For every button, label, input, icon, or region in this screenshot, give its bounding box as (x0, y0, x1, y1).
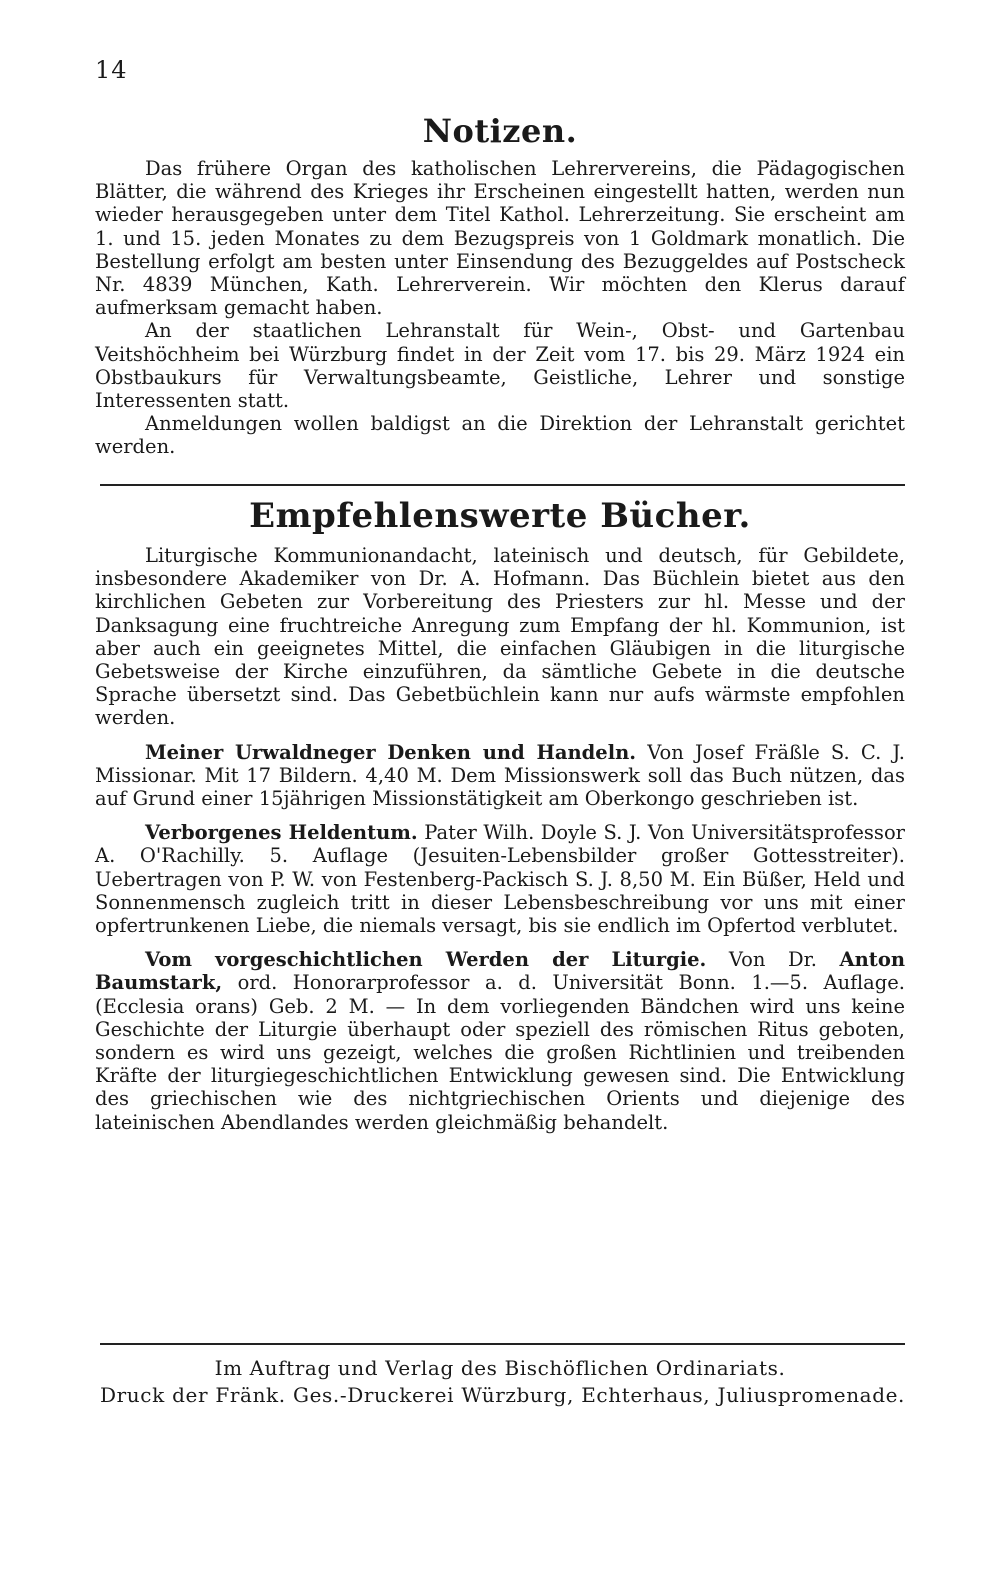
notizen-heading: Notizen. (422, 112, 578, 150)
buecher-intro-paragraph: Liturgische Kommunionandacht, lateinisch und deutsch, für Gebildete, insbesondere Akademiker von Dr. A. Hofmann. Das Büchlein bietet aus den kirchlichen Gebeten zur Vorbereitung des Priesters zur hl. Messe und der Danksagung eine fruchtreiche Anregung zum Empfang der hl. Kommunion, ist aber auch ein geeignetes Mittel, die einfachen Gläubigen in die liturgische Gebetsweise der Kirche einzuführen, da sämtliche Gebete in die deutsche Sprache übersetzt sind. Das Gebetbüchlein kann nur aufs wärmste empfohlen werden. (95, 544, 905, 730)
book-description: Pater Wilh. Doyle S. J. Von Universitätsprofessor A. O'Rachilly. 5. Auflage (Jesuiten-Lebensbilder großer Gottesstreiter). Uebertragen von P. W. von Festenberg-Packisch S. J. 8,50 M. Ein Büßer, Held und Sonnenmensch zugleich tritt in dieser Lebensbeschreibung vor uns mit einer opfertrunkenen Liebe, die niemals versagt, bis sie endlich im Opfertod verblutet. (95, 821, 906, 938)
book-entry (95, 821, 905, 937)
book-title: Meiner Urwaldneger Denken und Handeln. (145, 740, 637, 764)
notizen-paragraph: Anmeldungen wollen baldigst an die Direktion der Lehranstalt gerichtet werden. (95, 412, 905, 459)
buecher-section (95, 544, 905, 1134)
book-description: ord. Honorarprofessor a. d. Universität Bonn. 1.—5. Auflage. (Ecclesia orans) Geb. 2 M. — In dem vorliegenden Bändchen wird uns keine Geschichte der Liturgie überhaupt oder speziell des römischen Ritus geboten, sondern es wird uns gezeigt, welches die großen Richtlinien und treibenden Kräfte der liturgiegeschichtlichen Entwicklung gewesen sind. Die Entwicklung des griechischen wie des nichtgriechischen Orients und diejenige des lateinischen Abendlandes werden gleichmäßig behandelt. (95, 971, 905, 1134)
footer-divider (100, 1343, 905, 1345)
book-entry (95, 741, 905, 811)
book-description: Von Josef Fräßle S. C. J. Missionar. Mit 17 Bildern. 4,40 M. Dem Missionswerk soll das Buch nützen, das auf Grund einer 15jährigen Missionstätigkeit am Oberkongo geschrieben ist. (95, 740, 905, 811)
buecher-heading: Empfehlenswerte Bücher. (249, 496, 751, 536)
publisher-line: Im Auftrag und Verlag des Bischöflichen Ordinariats. (214, 1356, 786, 1380)
page-number: 14 (95, 56, 128, 84)
printer-line: Druck der Fränk. Ges.-Druckerei Würzburg, Echterhaus, Juliuspromenade. (100, 1383, 905, 1407)
notizen-section (95, 157, 905, 459)
section-divider (100, 484, 905, 486)
book-description: Von Dr. (728, 948, 817, 972)
notizen-paragraph: An der staatlichen Lehranstalt für Wein-, Obst- und Gartenbau Veitshöchheim bei Würzburg findet in der Zeit vom 17. bis 29. März 1924 ein Obstbaukurs für Verwaltungsbeamte, Geistliche, Lehrer und sonstige Interessenten statt. (95, 319, 905, 413)
book-author: Anton Baumstark, (95, 948, 905, 995)
notizen-paragraph: Das frühere Organ des katholischen Lehrervereins, die Pädagogischen Blätter, die während des Krieges ihr Erscheinen eingestellt hatten, werden nun wieder herausgegeben unter dem Titel Kathol. Lehrerzeitung. Sie erscheint am 1. und 15. jeden Monates zu dem Bezugspreis von 1 Goldmark monatlich. Die Bestellung erfolgt am besten unter Einsendung des Bezuggeldes auf Postscheck Nr. 4839 München, Kath. Lehrerverein. Wir möchten den Klerus darauf aufmerksam gemacht haben. (95, 157, 905, 320)
book-entry (95, 948, 905, 1134)
book-title: Verborgenes Heldentum. (145, 821, 418, 845)
book-title: Vom vorgeschichtlichen Werden der Liturgie. (145, 948, 707, 972)
